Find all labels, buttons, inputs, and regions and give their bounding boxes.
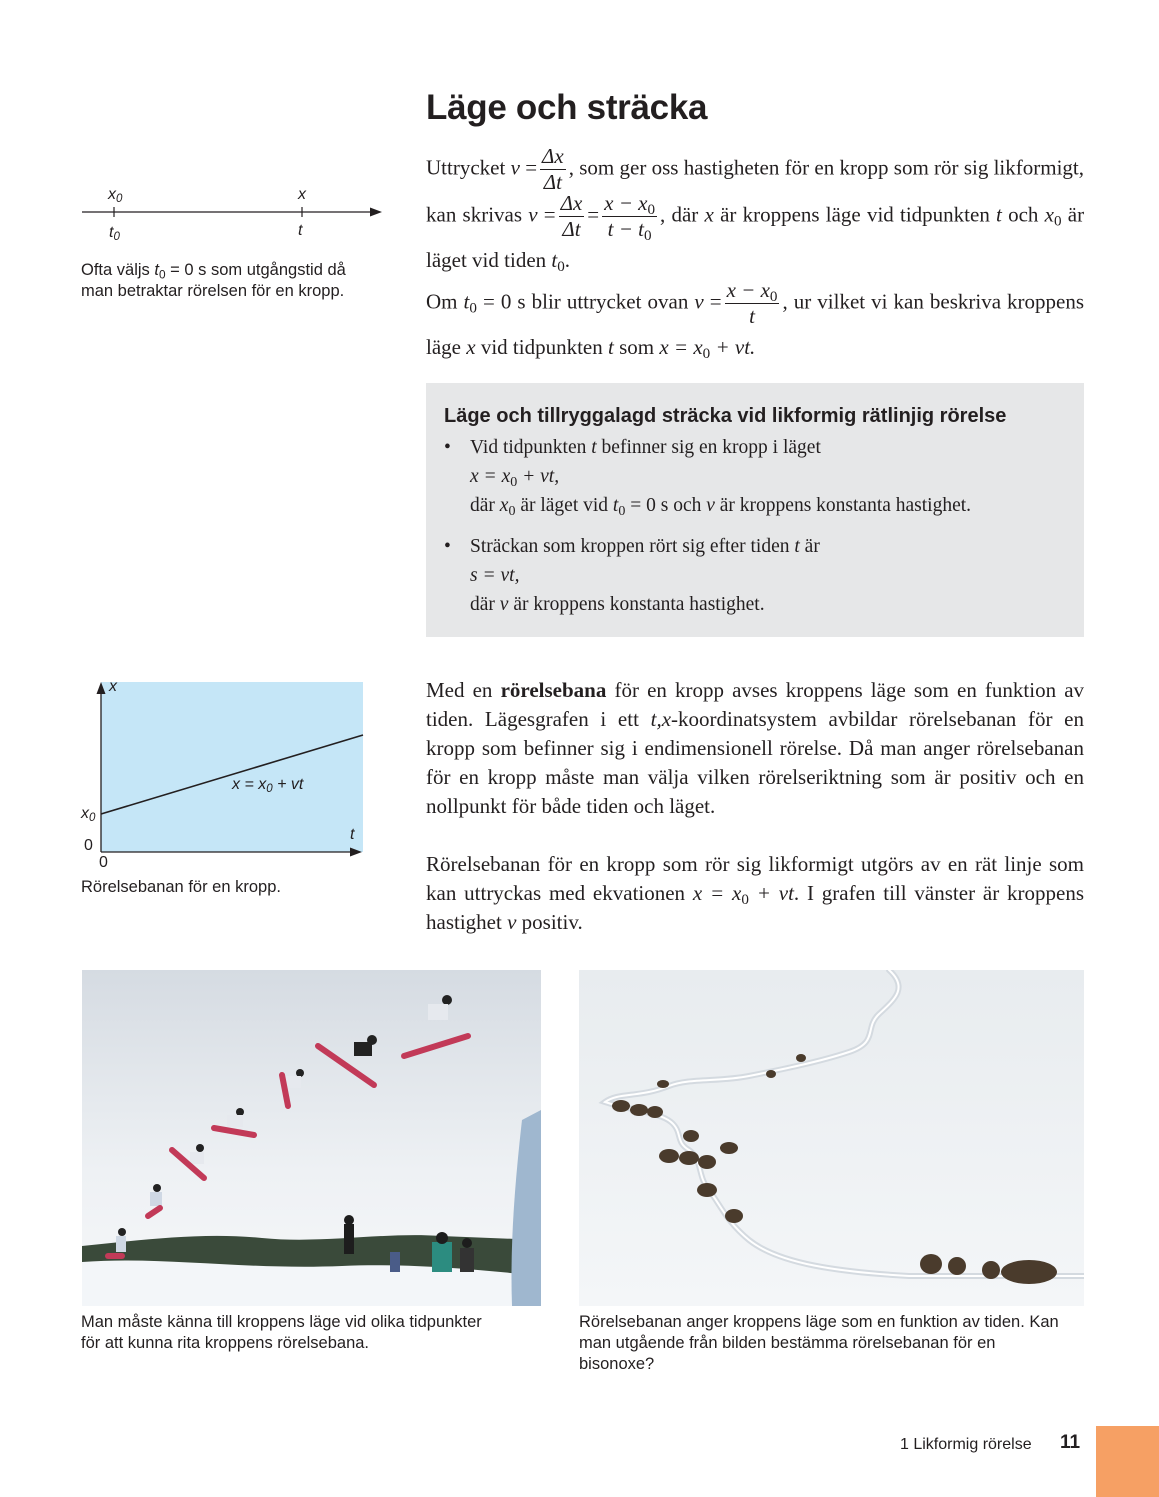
timeline-label-x0: $x_0$ bbox=[108, 186, 123, 206]
position-graph bbox=[78, 676, 378, 876]
bison-caption: Rörelsebanan anger kroppens läge som en funktion av tiden. Kan man utgående från bilden bestämma rörelsebanan för en bisonoxe? bbox=[579, 1313, 1059, 1373]
graph-caption: Rörelsebanan för en kropp. bbox=[81, 878, 281, 896]
timeline-caption: Ofta väljs $t_0 = 0$ s som utgångstid då man betraktar rörelsen för en kropp. bbox=[81, 261, 346, 300]
paragraph-position: Om $t_0 = 0$ s blir uttrycket ovan v = $\frac{x - x_0}{t}$ , ur vilket vi kan beskriva kroppens läge x vid tidpunkten t som $x = x_0$ + vt. bbox=[426, 278, 1085, 363]
chapter-tab bbox=[1096, 1426, 1159, 1497]
fact-box-title: Läge och tillryggalagd sträcka vid likformig rätlinjig rörelse bbox=[444, 405, 1007, 427]
timeline-label-t: t bbox=[298, 222, 303, 239]
footer-page-number: 11 bbox=[1060, 1432, 1081, 1453]
graph-y0-label: $x_0$ bbox=[81, 805, 96, 825]
bison-photo bbox=[579, 970, 1084, 1306]
bison-photo-illustration bbox=[579, 970, 1084, 1306]
timeline-label-x: x bbox=[298, 186, 306, 203]
graph-background bbox=[101, 682, 363, 852]
position-graph-svg bbox=[78, 676, 378, 876]
snowboarder-photo-illustration bbox=[82, 970, 541, 1306]
snowboarder-caption: Man måste känna till kroppens läge vid olika tidpunkter för att kunna rita kroppens rörelsebana. bbox=[81, 1313, 482, 1352]
graph-x-axis-label: t bbox=[350, 826, 355, 843]
graph-origin-x: 0 bbox=[99, 854, 108, 871]
fact-box-bullet-2: • Sträckan som kroppen rört sig efter tiden t är s = vt, där v är kroppens konstanta hastighet. bbox=[444, 536, 820, 615]
graph-y-axis-label: x bbox=[109, 678, 117, 695]
fact-box-bullet-1: • Vid tidpunkten t befinner sig en kropp i läget $x = x_0$ + vt, där $x_0$ är läget vid $t_0 = 0$ s och v är kroppens konstanta hastighet. bbox=[444, 437, 972, 519]
timeline-axis bbox=[80, 180, 390, 250]
paragraph-velocity: Uttrycket v = $\frac{\Delta x}{\Delta t}$ , som ger oss hastigheten för en kropp som rör sig likformigt, kan skrivas v = $\frac{\Delta x}{\Delta t}$ = $\frac{x - x_0}{t - t_0}$ , där x är kroppens läge vid tidpunkten t och $x_0$ är läget vid tiden $t_0$. bbox=[426, 144, 1085, 276]
graph-line-label: $x = x_0$ + vt bbox=[232, 776, 304, 796]
page-heading: Läge och sträcka bbox=[426, 88, 708, 127]
timeline-figure bbox=[80, 180, 390, 250]
snowboarder-photo bbox=[82, 970, 541, 1306]
timeline-label-t0: $t_0$ bbox=[109, 224, 120, 244]
footer-chapter: 1 Likformig rörelse bbox=[900, 1436, 1032, 1453]
fact-box bbox=[426, 383, 1084, 637]
graph-origin-y: 0 bbox=[84, 837, 93, 854]
paragraph-trajectory: Med en rörelsebana för en kropp avses kroppens läge som en funktion av tiden. Lägesgrafen i ett t,x-koordinatsystem avbildar rörelsebanan för en kropp som befinner sig i endimensionell rörelse. Då man anger rörelsebanan för en kropp måste man välja vilken rörelseriktning som är positiv och en nollpunkt för både tiden och läget. bbox=[426, 678, 1085, 818]
paragraph-linear: Rörelsebanan för en kropp som rör sig likformigt utgörs av en rät linje som kan uttryckas med ekvationen $x = x_0$ + vt. I grafen till vänster är kroppens hastighet v positiv. bbox=[426, 852, 1085, 934]
